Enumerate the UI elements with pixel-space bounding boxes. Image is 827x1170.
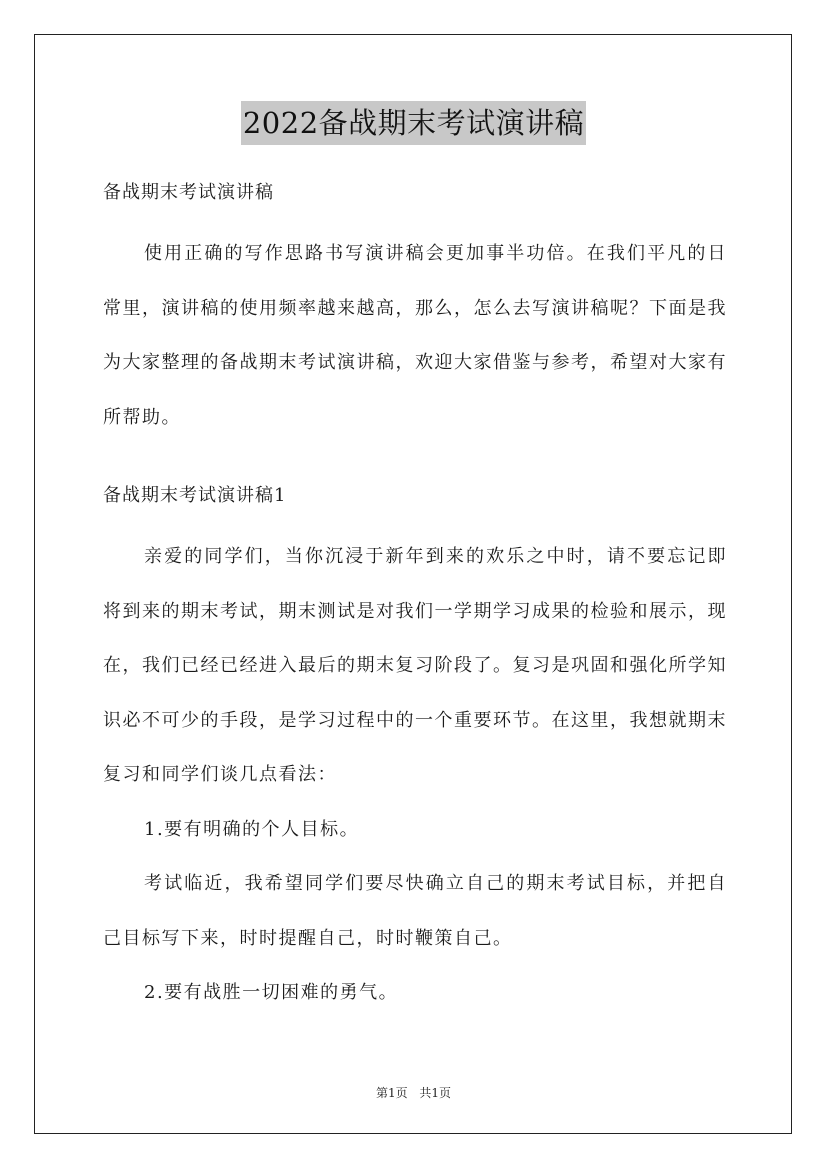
body-paragraph-2: 考试临近，我希望同学们要尽快确立自己的期末考试目标，并把自己目标写下来，时时提醒自己，时时鞭策自己。 bbox=[103, 873, 727, 949]
list-item-2: 2.要有战胜一切困难的勇气。 bbox=[144, 982, 399, 1003]
section-heading: 备战期末考试演讲稿1 bbox=[103, 485, 287, 506]
body-paragraph-1: 亲爱的同学们，当你沉浸于新年到来的欢乐之中时，请不要忘记即将到来的期末考试，期末测试是对我们一学期学习成果的检验和展示，现在，我们已经已经进入最后的期末复习阶段了。复习是巩固和强化所学知识必不可少的手段，是学习过程中的一个重要环节。在这里，我想就期末复习和同学们谈几点看法： bbox=[103, 546, 727, 785]
title-container bbox=[0, 101, 827, 145]
list-item-1: 1.要有明确的个人目标。 bbox=[144, 818, 360, 840]
page-footer bbox=[0, 1084, 827, 1101]
page-number: 第1页 bbox=[375, 1086, 408, 1100]
subtitle-heading: 备战期末考试演讲稿 bbox=[103, 182, 274, 203]
document-body bbox=[103, 172, 727, 1021]
document-title: 2022备战期末考试演讲稿 bbox=[241, 101, 586, 145]
spacer bbox=[103, 445, 727, 475]
spacer bbox=[103, 517, 727, 530]
spacer bbox=[103, 214, 727, 227]
intro-paragraph: 使用正确的写作思路书写演讲稿会更加事半功倍。在我们平凡的日常里，演讲稿的使用频率越来越高，那么，怎么去写演讲稿呢？下面是我为大家整理的备战期末考试演讲稿，欢迎大家借鉴与参考，希望对大家有所帮助。 bbox=[103, 243, 727, 428]
page-total: 共1页 bbox=[419, 1086, 452, 1100]
